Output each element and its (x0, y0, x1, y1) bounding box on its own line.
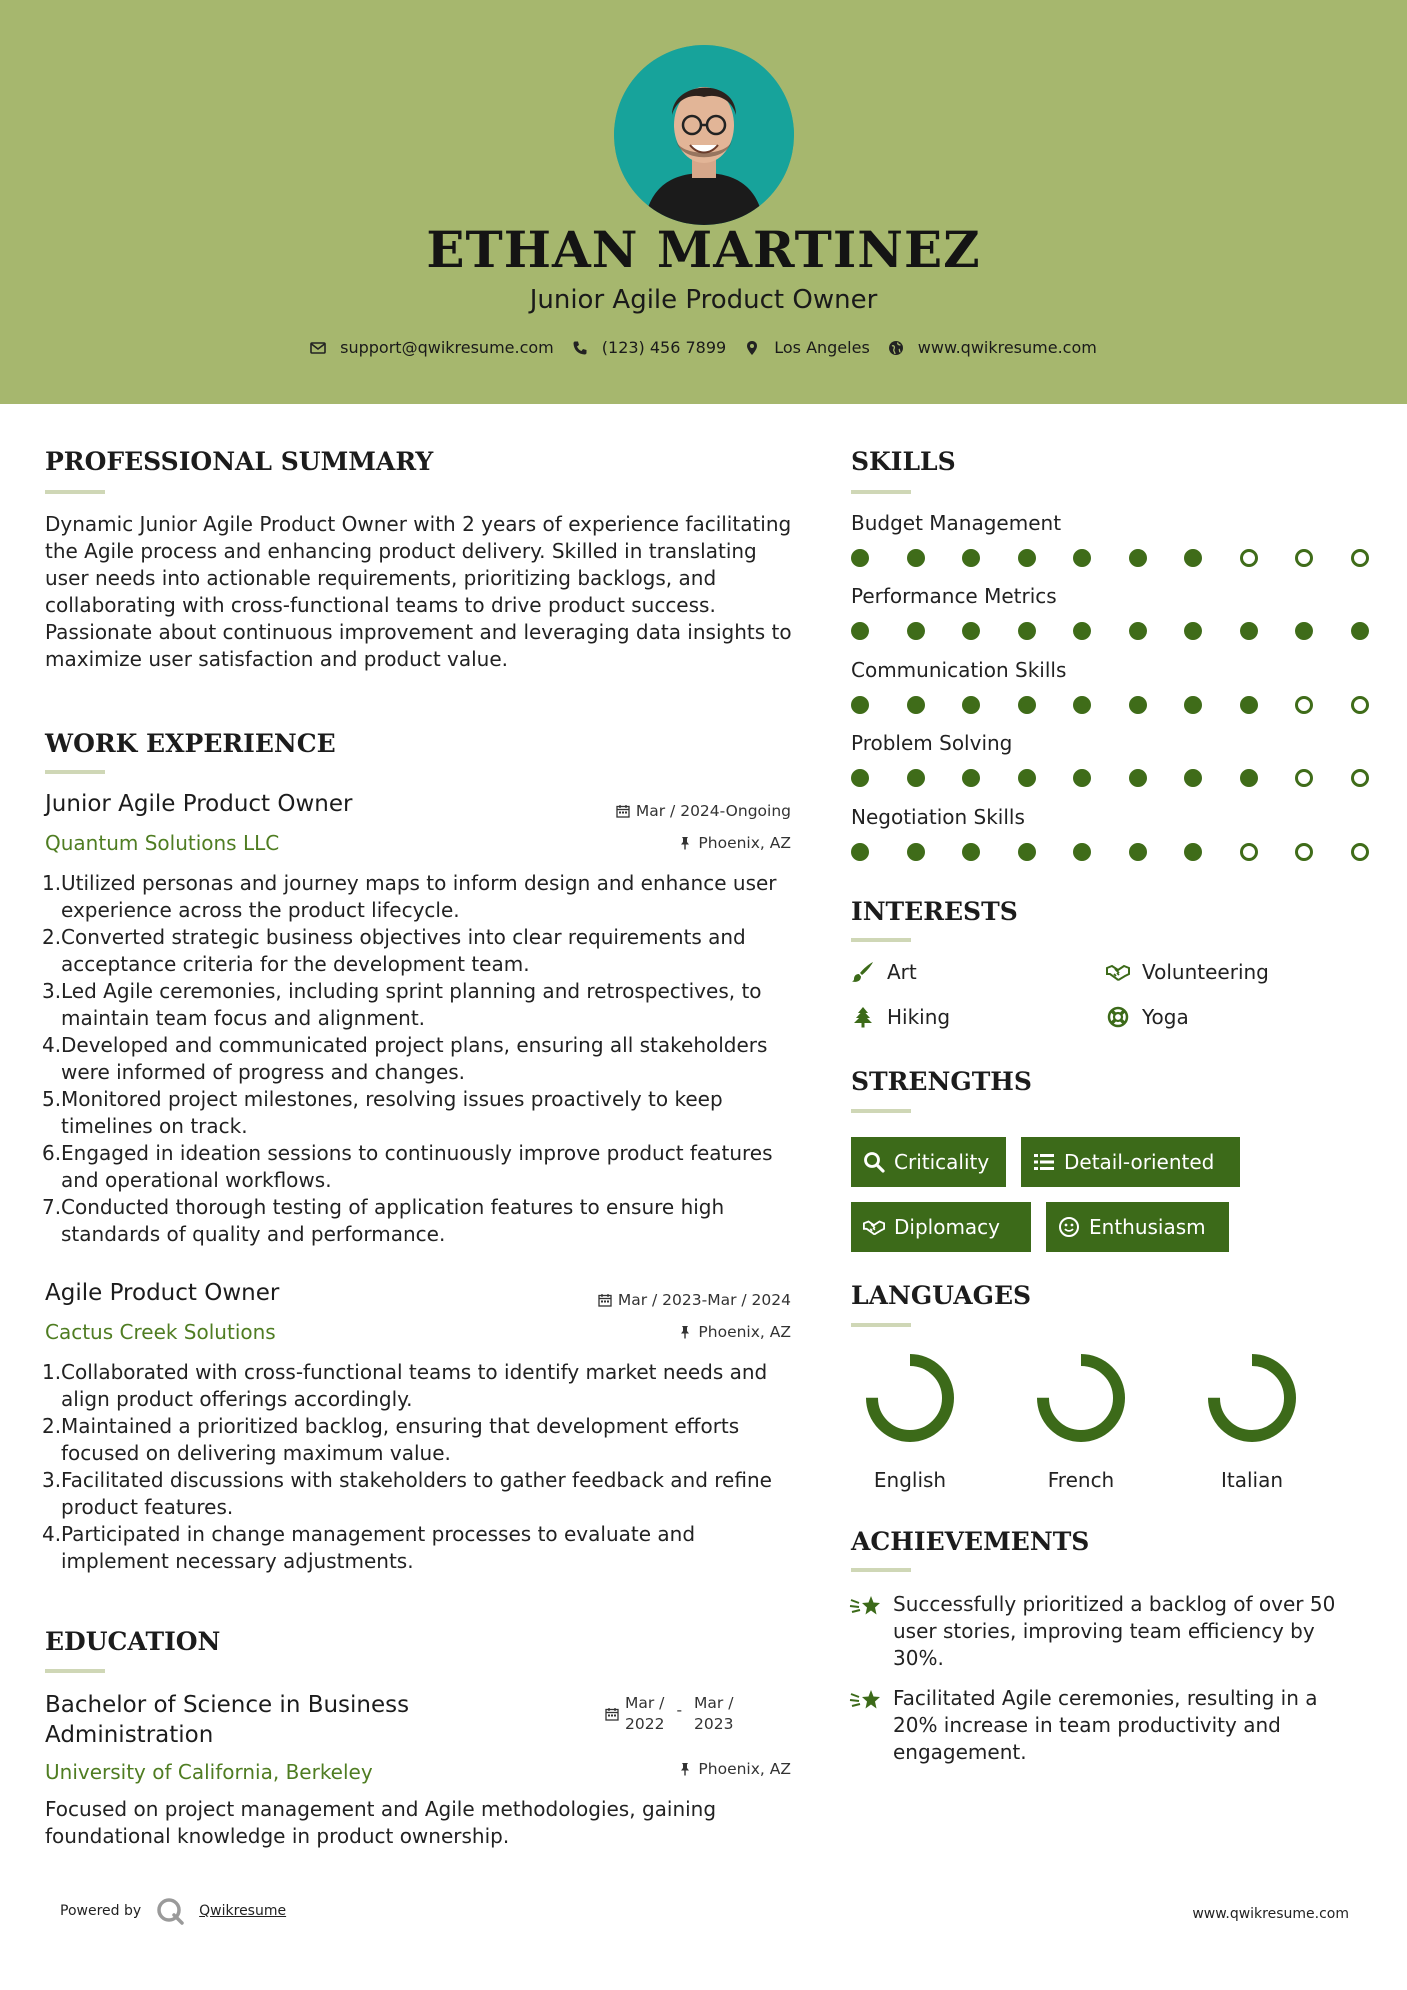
candidate-title: Junior Agile Product Owner (529, 285, 878, 315)
rating-dot-filled (1351, 622, 1369, 640)
language-item (1011, 1348, 1151, 1492)
calendar-icon (605, 1707, 619, 1721)
rating-dot-filled (907, 843, 925, 861)
rating-dot-filled (962, 549, 980, 567)
rating-dot-filled (1240, 696, 1258, 714)
interest-label: Art (887, 960, 917, 984)
list-item: 3. Facilitated discussions with stakeholders to gather feedback and refine product features. (42, 1468, 772, 1519)
strength-label: Enthusiasm (1089, 1215, 1206, 1239)
rating-dot-empty (1240, 843, 1258, 861)
rating-dot-filled (962, 843, 980, 861)
rating-dot-empty (1295, 843, 1313, 861)
handshake-icon (863, 1216, 885, 1238)
rating-dot-filled (1184, 622, 1202, 640)
header-banner (0, 0, 1407, 404)
skill-name: Performance Metrics (851, 584, 1057, 608)
language-gauge (1031, 1348, 1131, 1448)
rating-dot-filled (1018, 549, 1036, 567)
handshake-icon (1106, 961, 1130, 983)
rating-dot-filled (1240, 622, 1258, 640)
skill-rating (851, 622, 1406, 640)
job-location-text: Phoenix, AZ (698, 834, 791, 852)
job-dates (500, 1291, 791, 1309)
lifering-icon (1106, 1006, 1130, 1028)
language-gauge (860, 1348, 960, 1448)
map-pin-icon (744, 340, 760, 356)
interest-hiking (851, 1005, 950, 1029)
candidate-name: ETHAN MARTINEZ (426, 220, 981, 279)
rating-dot-filled (1295, 622, 1313, 640)
strength-badge (1021, 1137, 1240, 1187)
calendar-icon (598, 1293, 612, 1307)
skill-name: Negotiation Skills (851, 805, 1025, 829)
footer-powered-by (60, 1896, 286, 1926)
location-text: Los Angeles (774, 338, 870, 357)
rating-dot-filled (1129, 769, 1147, 787)
rating-dot-filled (962, 696, 980, 714)
rating-dot-filled (1129, 696, 1147, 714)
rating-dot-filled (851, 696, 869, 714)
rating-dot-filled (1129, 622, 1147, 640)
education-dates: Mar / 2022 - Mar / 2023 (605, 1693, 734, 1735)
job-location (520, 1323, 791, 1341)
rating-dot-filled (1184, 696, 1202, 714)
rating-dot-empty (1351, 769, 1369, 787)
rating-dot-filled (907, 769, 925, 787)
edu-start-month: Mar / (625, 1694, 665, 1712)
rating-dot-empty (1351, 696, 1369, 714)
skill-rating (851, 696, 1406, 714)
language-level-arc (1043, 1360, 1119, 1436)
rating-dot-filled (1073, 769, 1091, 787)
skills-heading: SKILLS (851, 447, 956, 476)
language-item (1182, 1348, 1322, 1492)
summary-rule (45, 490, 105, 494)
skill-name: Communication Skills (851, 658, 1067, 682)
edu-end-year: 2023 (694, 1715, 734, 1733)
globe-icon (888, 340, 904, 356)
strengths-heading: STRENGTHS (851, 1067, 1032, 1096)
contact-bar (0, 338, 1407, 357)
achievement-item (849, 1685, 1359, 1766)
list-item: 4. Developed and communicated project plans, ensuring all stakeholders were informed of progress and changes. (42, 1033, 768, 1084)
interest-label: Volunteering (1142, 960, 1269, 984)
rating-dot-filled (851, 769, 869, 787)
interest-label: Hiking (887, 1005, 951, 1029)
paintbrush-icon (851, 961, 875, 983)
contact-location (744, 338, 870, 357)
rating-dot-filled (851, 622, 869, 640)
job-bullets (42, 1359, 802, 1575)
interests-rule (851, 938, 911, 942)
skill-rating (851, 549, 1406, 567)
rating-dot-filled (1018, 843, 1036, 861)
calendar-icon (616, 804, 630, 818)
job-location-text: Phoenix, AZ (698, 1323, 791, 1341)
phone-icon (572, 340, 588, 356)
language-name: Italian (1220, 1468, 1284, 1492)
education-location (520, 1760, 791, 1778)
achievements-rule (851, 1568, 911, 1572)
language-gauge (1202, 1348, 1302, 1448)
contact-website[interactable] (888, 338, 1097, 357)
language-item (840, 1348, 980, 1492)
achievement-text: Successfully prioritized a backlog of over 50 user stories, improving team efficiency by 30%. (893, 1592, 1336, 1670)
powered-by-text: Powered by (60, 1903, 142, 1919)
list-item: 2. Maintained a prioritized backlog, ensuring that development efforts focused on delivering maximum value. (42, 1414, 740, 1465)
envelope-icon (310, 340, 326, 356)
achievement-text: Facilitated Agile ceremonies, resulting in a 20% increase in team productivity and engagement. (893, 1686, 1318, 1764)
skill-rating (851, 843, 1406, 861)
job-title: Junior Agile Product Owner (45, 791, 353, 817)
rating-dot-filled (1073, 549, 1091, 567)
rating-dot-filled (1240, 769, 1258, 787)
rating-dot-filled (962, 622, 980, 640)
rating-dot-filled (907, 622, 925, 640)
list-item: 7. Conducted thorough testing of application features to ensure high standards of quality and performance. (42, 1195, 725, 1246)
rating-dot-filled (1184, 769, 1202, 787)
achievement-item (849, 1591, 1359, 1672)
rating-dot-filled (851, 549, 869, 567)
rating-dot-filled (1073, 843, 1091, 861)
interest-art (851, 960, 917, 984)
language-name: French (1047, 1468, 1115, 1492)
search-icon (863, 1151, 885, 1173)
skill-rating (851, 769, 1406, 787)
strength-label: Diplomacy (894, 1215, 1001, 1239)
list-item: 6. Engaged in ideation sessions to continuously improve product features and operational workflows. (42, 1141, 773, 1192)
experience-rule (45, 770, 105, 774)
rating-dot-empty (1351, 549, 1369, 567)
rating-dot-empty (1351, 843, 1369, 861)
company-name: Quantum Solutions LLC (45, 831, 280, 855)
summary-heading: PROFESSIONAL SUMMARY (45, 447, 434, 476)
achievements-heading: ACHIEVEMENTS (851, 1527, 1090, 1556)
job-dates (520, 802, 791, 820)
languages-heading: LANGUAGES (851, 1281, 1032, 1310)
interests-heading: INTERESTS (851, 897, 1018, 926)
rating-dot-empty (1295, 696, 1313, 714)
list-item: 1. Utilized personas and journey maps to inform design and enhance user experience across the product lifecycle. (42, 871, 777, 922)
strength-label: Criticality (894, 1150, 990, 1174)
job-location (520, 834, 791, 852)
degree-line-2: Administration (45, 1722, 214, 1748)
strength-badge (851, 1202, 1031, 1252)
language-name: English (873, 1468, 947, 1492)
contact-phone[interactable] (572, 338, 726, 357)
list-item: 4. Participated in change management processes to evaluate and implement necessary adjustments. (42, 1522, 696, 1573)
rating-dot-filled (1184, 843, 1202, 861)
job-dates-text: Mar / 2024-Ongoing (635, 802, 791, 820)
company-name: Cactus Creek Solutions (45, 1320, 276, 1344)
languages-rule (851, 1323, 911, 1327)
rating-dot-filled (1018, 696, 1036, 714)
summary-text: Dynamic Junior Agile Product Owner with 2 years of experience facilitating the Agile process and enhancing product delivery. Skilled in translating user needs into actionable requirements, prioritizing backlogs, and collaborating with cross-functional teams to drive product success. Passionate about continuous improvement and leveraging data insights to maximize user satisfaction and product value. (45, 512, 792, 671)
language-level-arc (872, 1360, 948, 1436)
strength-badge (851, 1137, 1006, 1187)
education-rule (45, 1669, 105, 1673)
rating-dot-filled (907, 696, 925, 714)
edu-start-year: 2022 (625, 1715, 665, 1733)
list-item: 5. Monitored project milestones, resolving issues proactively to keep timelines on track. (42, 1087, 723, 1138)
list-item: 3. Led Agile ceremonies, including sprint planning and retrospectives, to maintain team focus and alignment. (42, 979, 762, 1030)
job-bullets (42, 870, 802, 1248)
list-item: 2. Converted strategic business objectives into clear requirements and acceptance criteria for the development team. (42, 925, 746, 976)
list-icon (1033, 1151, 1055, 1173)
skills-rule (851, 490, 911, 494)
website-text[interactable]: www.qwikresume.com (917, 338, 1097, 357)
footer-website[interactable]: www.qwikresume.com (1192, 1906, 1349, 1922)
rating-dot-filled (1129, 843, 1147, 861)
rating-dot-filled (1073, 696, 1091, 714)
skill-name: Budget Management (851, 511, 1062, 535)
shooting-star-icon (849, 1687, 883, 1713)
avatar (614, 45, 794, 225)
experience-heading: WORK EXPERIENCE (45, 729, 336, 758)
shooting-star-icon (849, 1593, 883, 1619)
pushpin-icon (678, 1762, 692, 1776)
job-title: Agile Product Owner (45, 1280, 280, 1306)
skill-name: Problem Solving (851, 731, 1013, 755)
email-text[interactable]: support@qwikresume.com (340, 338, 554, 357)
interest-volunteering (1106, 960, 1269, 984)
school-name: University of California, Berkeley (45, 1760, 373, 1784)
rating-dot-filled (1073, 622, 1091, 640)
tree-icon (851, 1006, 875, 1028)
education-description: Focused on project management and Agile methodologies, gaining foundational knowledge in product ownership. (45, 1797, 717, 1848)
smile-icon (1058, 1216, 1080, 1238)
education-heading: EDUCATION (45, 1627, 221, 1656)
profile-photo (614, 45, 794, 225)
contact-email[interactable] (310, 338, 554, 357)
brand-link[interactable]: Qwikresume (199, 1903, 287, 1919)
phone-text: (123) 456 7899 (601, 338, 727, 357)
pushpin-icon (678, 1325, 692, 1339)
interest-label: Yoga (1142, 1005, 1189, 1029)
rating-dot-filled (851, 843, 869, 861)
pushpin-icon (678, 836, 692, 850)
rating-dot-empty (1240, 549, 1258, 567)
edu-end-month: Mar / (694, 1694, 734, 1712)
language-level-arc (1214, 1360, 1290, 1436)
strength-badge (1046, 1202, 1229, 1252)
rating-dot-filled (1129, 549, 1147, 567)
rating-dot-filled (1184, 549, 1202, 567)
rating-dot-empty (1295, 769, 1313, 787)
qwikresume-logo-icon (155, 1896, 185, 1926)
job-dates-text: Mar / 2023-Mar / 2024 (617, 1291, 791, 1309)
interest-yoga (1106, 1005, 1189, 1029)
rating-dot-filled (1018, 769, 1036, 787)
rating-dot-filled (962, 769, 980, 787)
list-item: 1. Collaborated with cross-functional teams to identify market needs and align product offerings accordingly. (42, 1360, 768, 1411)
rating-dot-filled (907, 549, 925, 567)
degree-line-1: Bachelor of Science in Business (45, 1692, 410, 1718)
strength-label: Detail-oriented (1064, 1150, 1215, 1174)
rating-dot-filled (1018, 622, 1036, 640)
education-location-text: Phoenix, AZ (698, 1760, 791, 1778)
rating-dot-empty (1295, 549, 1313, 567)
strengths-rule (851, 1109, 911, 1113)
